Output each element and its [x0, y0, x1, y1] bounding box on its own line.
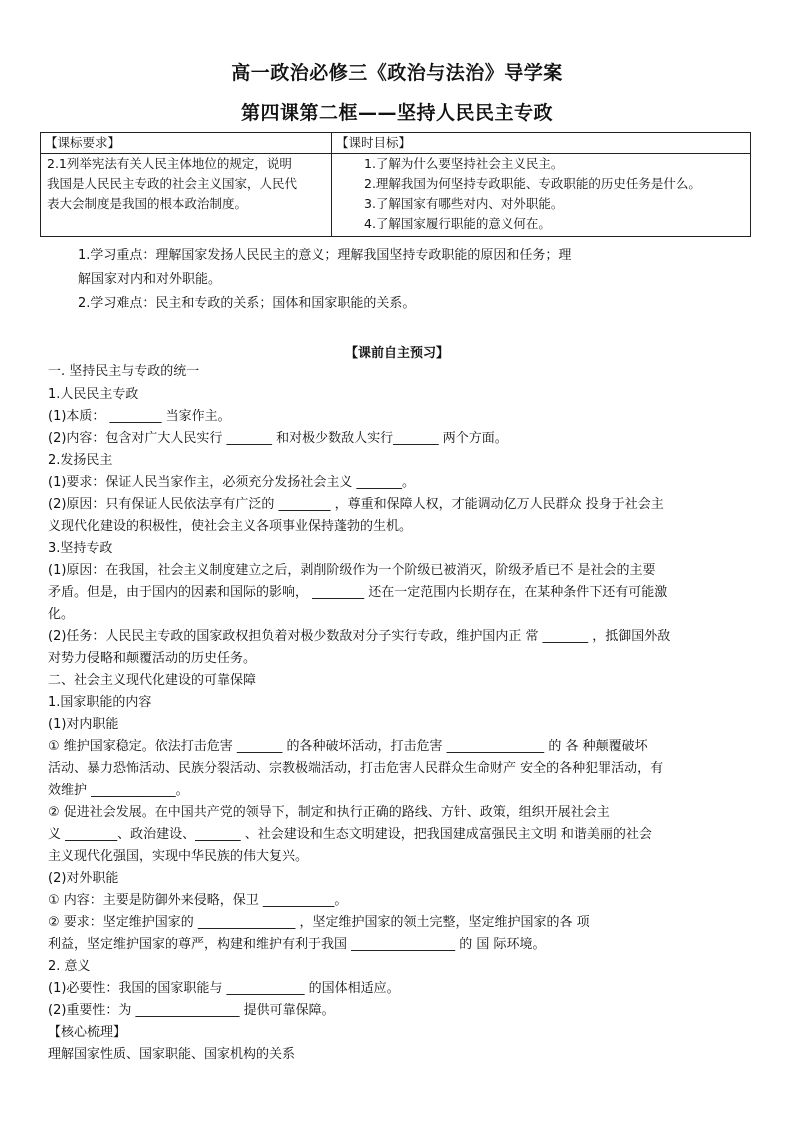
requirement-line: 表大会制度是我国的根本政治制度。: [47, 196, 248, 211]
fill-blank-line: (1)必要性：我国的国家职能与 ____________ 的国体相适应。: [48, 981, 400, 996]
key-point-line: 1.学习重点：理解国家发扬人民民主的意义；理解我国坚持专政职能的原因和任务；理: [78, 248, 572, 263]
fill-blank-line: (1)要求：保证人民当家作主，必须充分发扬社会主义 _______。: [48, 475, 416, 490]
fill-blank-line: ① 维护国家稳定。依法打击危害 _______ 的各种破坏活动，打击危害 _______________ 的 各 种颠覆破坏: [48, 739, 648, 754]
curriculum-requirement-cell: [41, 154, 332, 237]
fill-blank-line: (2)重要性：为 ________________ 提供可靠保障。: [48, 1003, 335, 1018]
text-line: 对势力侵略和颠覆活动的历史任务。: [48, 651, 257, 666]
text-line: 理解国家性质、国家职能、国家机构的关系: [48, 1047, 296, 1062]
fill-blank-line: (2)原因：只有保证人民依法享有广泛的 ________ ，尊重和保障人权，才能调动亿万人民群众 投身于社会主: [48, 497, 664, 512]
section-heading: 二、社会主义现代化建设的可靠保障: [48, 673, 257, 688]
fill-blank-line: 利益，坚定维护国家的尊严，构建和维护有利于我国 ________________ 的 国 际环境。: [48, 937, 546, 952]
lesson-goals-header: 【课时目标】: [332, 133, 751, 154]
goal-line: 4.了解国家履行职能的意义何在。: [364, 216, 551, 231]
subsection-heading: (2)对外职能: [48, 871, 119, 886]
requirement-line: 2.1列举宪法有关人民主体地位的规定，说明: [47, 156, 292, 171]
objectives-table: [40, 132, 751, 237]
subsection-heading: 2. 意义: [48, 959, 91, 974]
fill-blank-line: 矛盾。但是，由于国内的因素和国际的影响， ________ 还在一定范围内长期存在，在某种条件下还有可能激: [48, 585, 668, 600]
preview-heading: 【课前自主预习】: [344, 346, 449, 361]
text-line: 化。: [48, 607, 75, 622]
fill-blank-line: (2)任务：人民民主专政的国家政权担负着对极少数敌对分子实行专政，维护国内正 常 _______ ，抵御国外敌: [48, 629, 671, 644]
section-heading: 一. 坚持民主与专政的统一: [48, 364, 200, 379]
text-line: 义现代化建设的积极性，使社会主义各项事业保持蓬勃的生机。: [48, 519, 413, 534]
section-heading: 【核心梳理】: [48, 1025, 127, 1040]
goal-line: 3.了解国家有哪些对内、对外职能。: [364, 196, 564, 211]
fill-blank-line: (1)本质： ________ 当家作主。: [48, 409, 231, 424]
text-line: 主义现代化强国，实现中华民族的伟大复兴。: [48, 849, 309, 864]
text-line: ② 促进社会发展。在中国共产党的领导下，制定和执行正确的路线、方针、政策，组织开展社会主: [48, 805, 610, 820]
subsection-heading: (1)对内职能: [48, 717, 119, 732]
fill-blank-line: ② 要求：坚定维护国家的 _______________ ，坚定维护国家的领土完整，坚定维护国家的各 项: [48, 915, 590, 930]
text-line: 活动、暴力恐怖活动、民族分裂活动、宗教极端活动，打击危害人民群众生命财产 安全的各种犯罪活动，有: [48, 761, 664, 776]
fill-blank-line: (2)内容：包含对广大人民实行 _______ 和对极少数敌人实行_______ 两个方面。: [48, 431, 508, 446]
key-point-line: 解国家对内和对外职能。: [78, 272, 222, 287]
fill-blank-line: ① 内容：主要是防御外来侵略，保卫 ___________。: [48, 893, 348, 908]
document-title: 高一政治必修三《政治与法治》导学案: [231, 62, 563, 84]
goal-line: 2.理解我国为何坚持专政职能、专政职能的历史任务是什么。: [364, 176, 701, 191]
document-subtitle: 第四课第二框——坚持人民民主专政: [240, 102, 553, 124]
requirement-line: 我国是人民民主专政的社会主义国家，人民代: [47, 176, 298, 191]
subsection-heading: 1.人民民主专政: [48, 387, 139, 402]
lesson-goals-cell: [332, 154, 751, 237]
curriculum-requirement-header: 【课标要求】: [41, 133, 332, 154]
subsection-heading: 3.坚持专政: [48, 541, 113, 556]
text-line: (1)原因：在我国，社会主义制度建立之后，剥削阶级作为一个阶级已被消灭，阶级矛盾已不 是社会的主要: [48, 563, 656, 578]
subsection-heading: 2.发扬民主: [48, 453, 113, 468]
difficulty-line: 2.学习难点：民主和专政的关系；国体和国家职能的关系。: [78, 296, 416, 311]
goal-line: 1.了解为什么要坚持社会主义民主。: [364, 156, 564, 171]
fill-blank-line: 义 ________、政治建设、_______ 、社会建设和生态文明建设，把我国建成富强民主文明 和谐美丽的社会: [48, 827, 652, 842]
subsection-heading: 1.国家职能的内容: [48, 695, 152, 710]
fill-blank-line: 效维护 _____________。: [48, 783, 189, 798]
